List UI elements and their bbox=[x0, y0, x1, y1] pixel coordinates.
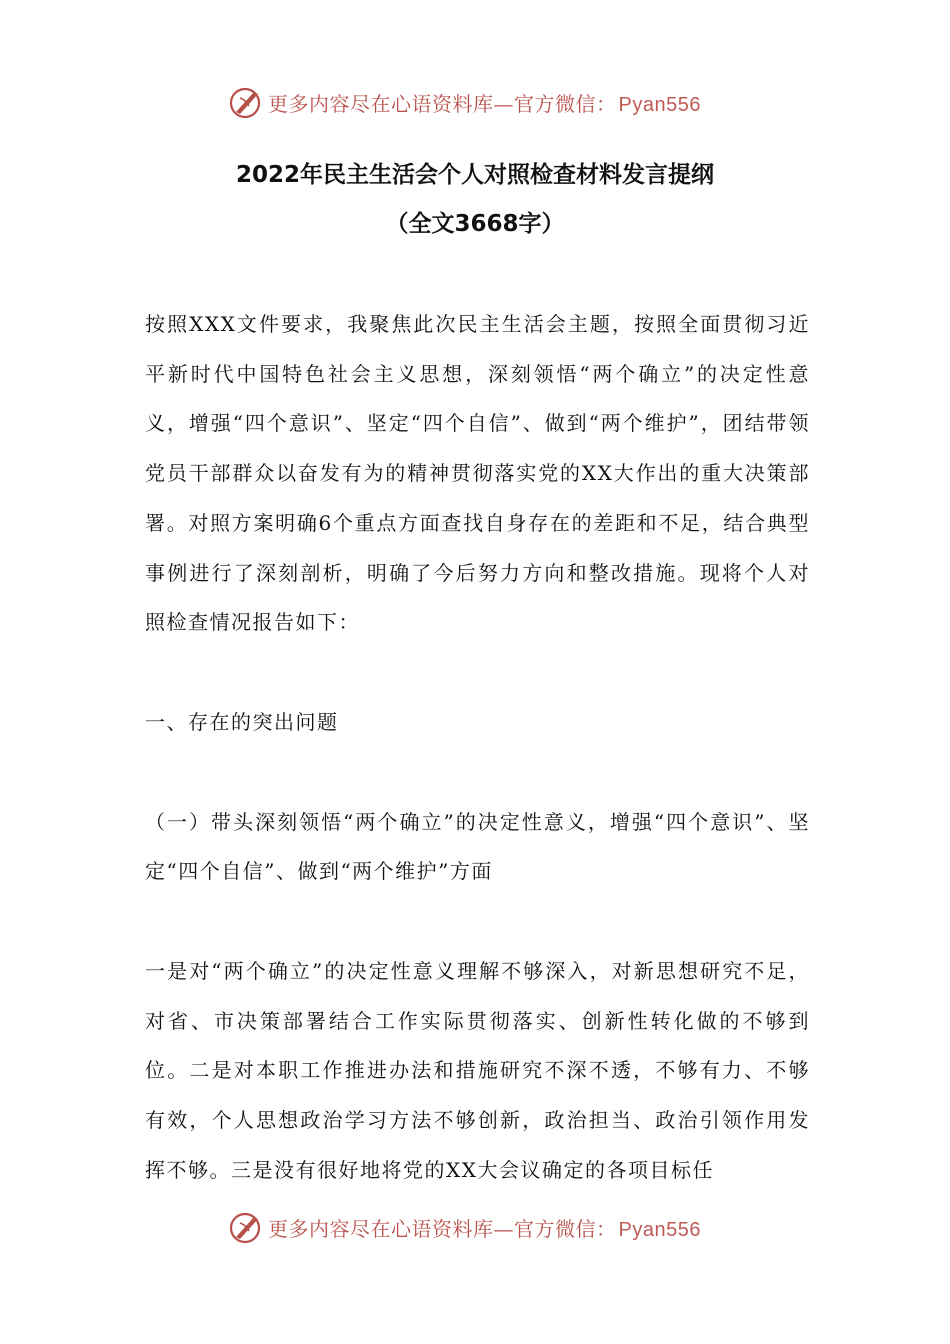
document-subtitle: （全文3668字） bbox=[385, 211, 565, 237]
red-pen-circle-logo-icon bbox=[228, 1209, 264, 1245]
wechat-id: Pyan556 bbox=[618, 1218, 701, 1241]
intro-paragraph: 按照XXX文件要求，我聚焦此次民主生活会主题，按照全面贯彻习近平新时代中国特色社会主义思想，深刻领悟“两个确立”的决定性意义，增强“四个意识”、坚定“四个自信”、做到“两个维护”，团结带领党员干部群众以奋发有为的精神贯彻落实党的XX大作出的重大决策部署。对照方案明确6个重点方面查找自身存在的差距和不足，结合典型事例进行了深刻剖析，明确了今后努力方向和整改措施。现将个人对照检查情况报告如下： bbox=[145, 312, 810, 635]
document-title: 2022年民主生活会个人对照检查材料发言提纲 bbox=[235, 162, 714, 188]
subsection-heading: （一）带头深刻领悟“两个确立”的决定性意义，增强“四个意识”、坚定“四个自信”、做到“两个维护”方面 bbox=[145, 809, 810, 884]
document-body bbox=[145, 300, 810, 1196]
watermark-banner-top bbox=[228, 82, 748, 122]
watermark-text: 更多内容尽在心语资料库—官方微信： Pyan556 bbox=[268, 91, 701, 116]
red-pen-circle-logo-icon bbox=[228, 84, 264, 120]
watermark-banner-bottom bbox=[228, 1207, 748, 1247]
wechat-id: Pyan556 bbox=[618, 93, 701, 116]
section-heading: 一、存在的突出问题 bbox=[145, 709, 339, 734]
body-paragraph: 一是对“两个确立”的决定性意义理解不够深入，对新思想研究不足，对省、市决策部署结合工作实际贯彻落实、创新性转化做的不够到位。二是对本职工作推进办法和措施研究不深不透，不够有力、不够有效，个人思想政治学习方法不够创新，政治担当、政治引领作用发挥不够。三是没有很好地将党的XX大会议确定的各项目标任 bbox=[145, 959, 810, 1182]
watermark-text: 更多内容尽在心语资料库—官方微信： Pyan556 bbox=[268, 1216, 701, 1241]
